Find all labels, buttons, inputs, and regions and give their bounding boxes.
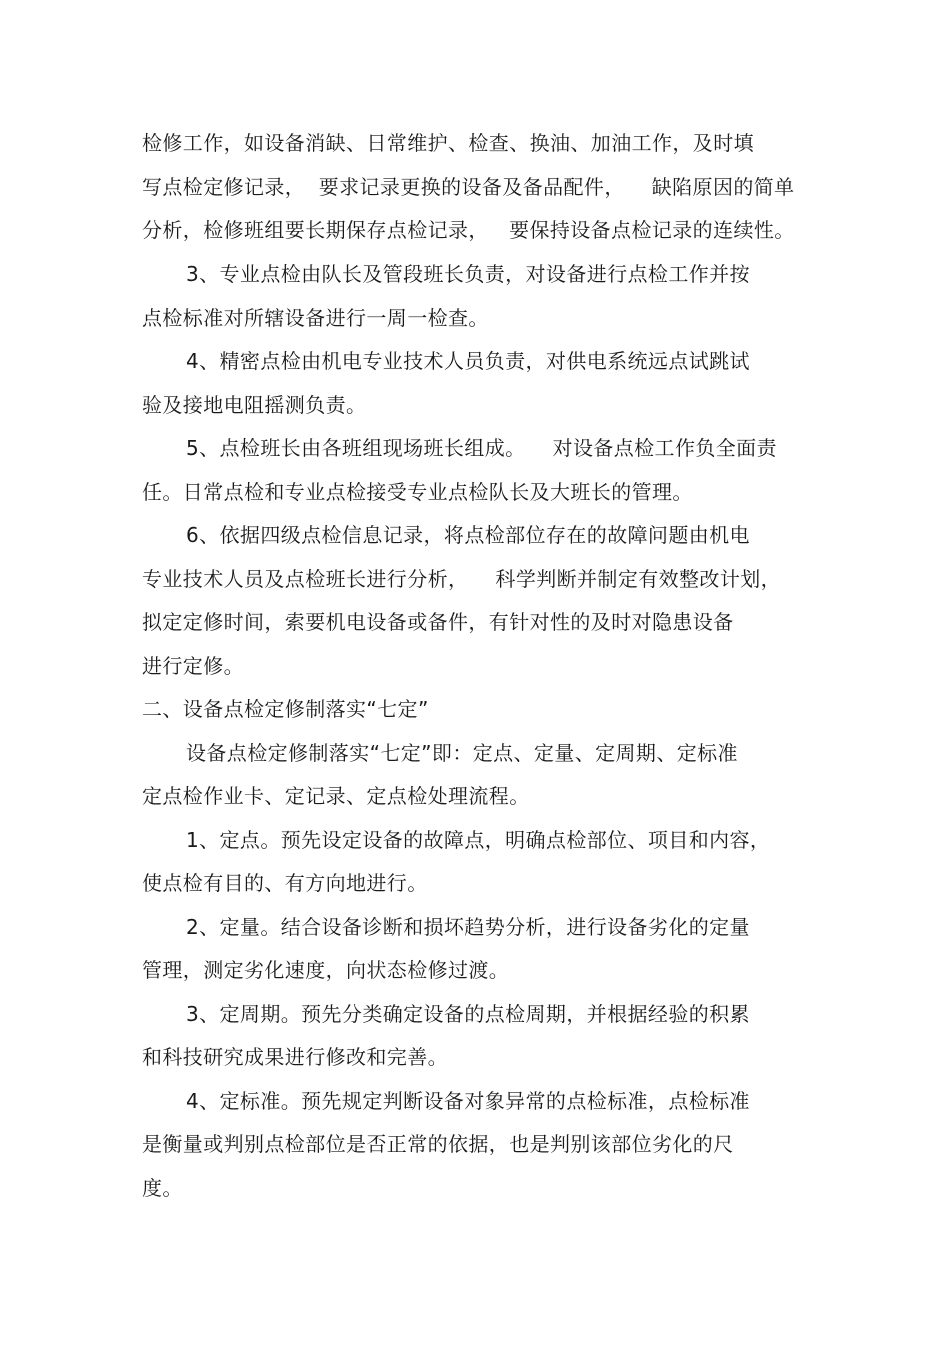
text-line: 任。日常点检和专业点检接受专业点检队长及大班长的管理。	[142, 480, 693, 504]
text-line: 分析，检修班组要长期保存点检记录， 要保持设备点检记录的连续性。	[142, 218, 795, 242]
text-line: 4、定标准。预先规定判断设备对象异常的点检标准，点检标准	[186, 1089, 750, 1113]
text-line: 和科技研究成果进行修改和完善。	[142, 1045, 448, 1069]
text-line: 5、点检班长由各班组现场班长组成。 对设备点检工作负全面责	[186, 436, 777, 460]
text-line: 4、精密点检由机电专业技术人员负责，对供电系统远点试跳试	[186, 349, 750, 373]
text-line: 管理，测定劣化速度，向状态检修过渡。	[142, 958, 510, 982]
section-heading: 二、设备点检定修制落实“七定”	[142, 697, 429, 721]
text-line: 度。	[142, 1176, 183, 1200]
text-line: 1、定点。预先设定设备的故障点，明确点检部位、项目和内容，	[186, 828, 771, 852]
text-line: 3、专业点检由队长及管段班长负责，对设备进行点检工作并按	[186, 262, 750, 286]
text-line: 检修工作，如设备消缺、日常维护、检查、换油、加油工作，及时填	[142, 131, 754, 155]
text-line: 定点检作业卡、定记录、定点检处理流程。	[142, 784, 530, 808]
text-line: 写点检定修记录， 要求记录更换的设备及备品配件， 缺陷原因的简单	[142, 175, 795, 199]
text-line: 2、定量。结合设备诊断和损坏趋势分析，进行设备劣化的定量	[186, 915, 750, 939]
text-line: 点检标准对所辖设备进行一周一检查。	[142, 306, 489, 330]
text-line: 3、定周期。预先分类确定设备的点检周期，并根据经验的积累	[186, 1002, 750, 1026]
text-line: 6、依据四级点检信息记录，将点检部位存在的故障问题由机电	[186, 523, 750, 547]
text-line: 验及接地电阻摇测负责。	[142, 393, 367, 417]
text-line: 专业技术人员及点检班长进行分析， 科学判断并制定有效整改计划，	[142, 567, 782, 591]
text-line: 是衡量或判别点检部位是否正常的依据，也是判别该部位劣化的尺	[142, 1132, 734, 1156]
text-line: 使点检有目的、有方向地进行。	[142, 871, 428, 895]
text-line: 进行定修。	[142, 654, 244, 678]
text-line: 拟定定修时间，索要机电设备或备件，有针对性的及时对隐患设备	[142, 610, 734, 634]
text-line: 设备点检定修制落实“七定”即：定点、定量、定周期、定标准	[186, 741, 738, 765]
